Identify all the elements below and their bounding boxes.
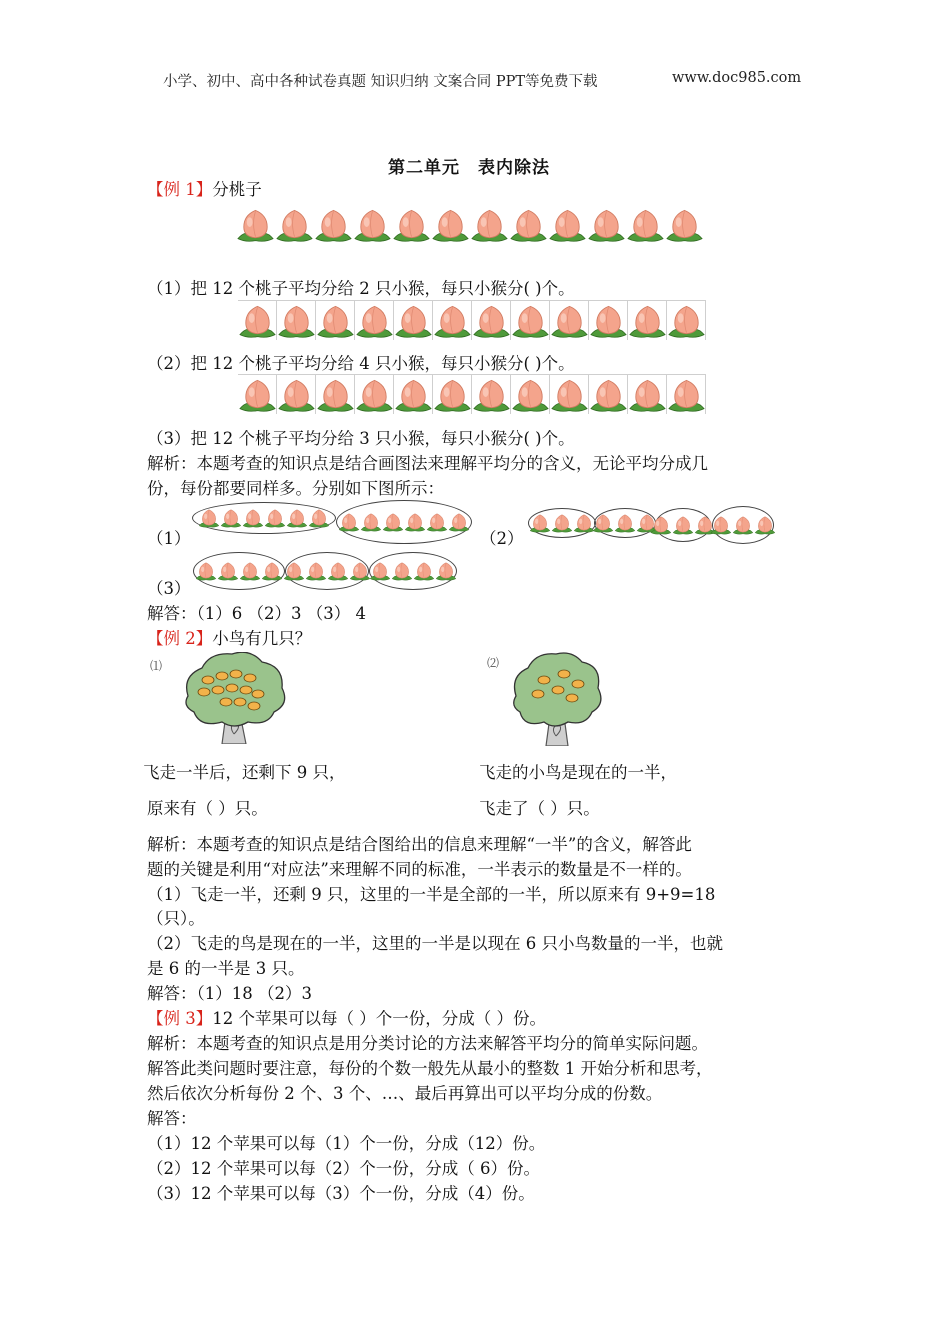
small-peach-icon bbox=[592, 512, 614, 534]
ex2-answer: 解答：（1）18 （2）3 bbox=[147, 984, 312, 1003]
ex1-tag: 【例 1】 bbox=[147, 180, 213, 199]
ex2-analysis-3: （1）飞走一半，还剩 9 只，这里的一半是全部的一半，所以原来有 9+9=18 bbox=[147, 885, 716, 904]
ex1-q3: （3）把 12 个桃子平均分给 3 只小猴，每只小猴分( )个。 bbox=[147, 429, 575, 448]
peach-icon bbox=[511, 300, 550, 340]
peach-icon bbox=[587, 205, 626, 245]
peach-icon bbox=[238, 300, 277, 340]
ex1-heading bbox=[147, 178, 262, 202]
ex3-tag: 【例 3】 bbox=[147, 1009, 213, 1028]
tree-with-birds-icon bbox=[178, 652, 288, 744]
small-peach-icon bbox=[195, 560, 217, 582]
small-peach-icon bbox=[551, 512, 573, 534]
peach-icon bbox=[626, 205, 665, 245]
small-peach-icon bbox=[672, 514, 694, 536]
group-ellipse bbox=[285, 552, 369, 590]
header-left: 小学、初中、高中各种试卷真题 知识归纳 文案合同 PPT等免费下载 bbox=[163, 74, 598, 90]
peach-icon bbox=[589, 300, 628, 340]
ex2-heading bbox=[147, 627, 311, 651]
peach-icon bbox=[667, 300, 706, 340]
small-peach-icon bbox=[650, 514, 672, 536]
peach-icon bbox=[470, 205, 509, 245]
small-peach-icon bbox=[448, 511, 470, 533]
peach-icon bbox=[314, 205, 353, 245]
small-peach-icon bbox=[305, 560, 327, 582]
small-peach-icon bbox=[754, 514, 776, 536]
ex2-analysis-1: 解析：本题考查的知识点是结合图给出的信息来理解“一半”的含义，解答此 bbox=[147, 835, 692, 854]
peach-icon bbox=[392, 205, 431, 245]
peach-icon bbox=[355, 374, 394, 414]
ex2-left-line2: 原来有（ ）只。 bbox=[147, 799, 268, 818]
peach-icon bbox=[509, 205, 548, 245]
ex3-result-3: （3）12 个苹果可以每（3）个一份，分成（4）份。 bbox=[147, 1184, 535, 1203]
ex3-heading bbox=[147, 1007, 546, 1031]
peach-icon bbox=[394, 300, 433, 340]
peach-icon bbox=[277, 300, 316, 340]
small-peach-icon bbox=[391, 560, 413, 582]
ex1-answer: 解答：（1）6 （2）3 （3） 4 bbox=[147, 604, 366, 623]
ex1-diagram-label-3: （3） bbox=[147, 579, 191, 598]
peach-icon bbox=[665, 205, 704, 245]
ex3-analysis-1: 解析：本题考查的知识点是用分类讨论的方法来解答平均分的简单实际问题。 bbox=[147, 1034, 708, 1053]
ex1-q2: （2）把 12 个桃子平均分给 4 只小猴，每只小猴分( )个。 bbox=[147, 354, 575, 373]
ex1-q1: （1）把 12 个桃子平均分给 2 只小猴，每只小猴分( )个。 bbox=[147, 279, 575, 298]
ex2-tag: 【例 2】 bbox=[147, 629, 213, 648]
peach-icon bbox=[550, 374, 589, 414]
ex3-answer-label: 解答： bbox=[147, 1109, 197, 1128]
small-peach-icon bbox=[710, 514, 732, 536]
group-ellipse bbox=[594, 508, 656, 538]
small-peach-icon bbox=[198, 507, 220, 529]
peach-icon bbox=[472, 300, 511, 340]
small-peach-icon bbox=[283, 560, 305, 582]
ex2-name: 小鸟有几只？ bbox=[212, 629, 312, 648]
ex1-diagram-label-1: （1） bbox=[147, 529, 191, 548]
ex3-analysis-2: 解答此类问题时要注意，每份的个数一般先从最小的整数 1 开始分析和思考， bbox=[147, 1059, 713, 1078]
ex2-analysis-4: （只）。 bbox=[147, 909, 205, 928]
peach-row-q1 bbox=[238, 300, 706, 340]
small-peach-icon bbox=[349, 560, 371, 582]
peach-row-q2 bbox=[238, 374, 706, 414]
peach-icon bbox=[394, 374, 433, 414]
ex1-analysis-2: 份，每份都要同样多。分别如下图所示： bbox=[147, 479, 444, 498]
small-peach-icon bbox=[242, 507, 264, 529]
small-peach-icon bbox=[413, 560, 435, 582]
group-ellipse bbox=[193, 552, 285, 590]
ex2-analysis-2: 题的关键是利用“对应法”来理解不同的标准，一半表示的数量是不一样的。 bbox=[147, 860, 692, 879]
group-ellipse bbox=[655, 508, 711, 542]
ex2-analysis-6: 是 6 的一半是 3 只。 bbox=[147, 959, 305, 978]
ex2-img1-label: ⑴ bbox=[150, 659, 163, 673]
ex3-analysis-3: 然后依次分析每份 2 个、3 个、…、最后再算出可以平均分成的份数。 bbox=[147, 1084, 663, 1103]
small-peach-icon bbox=[217, 560, 239, 582]
peach-icon bbox=[589, 374, 628, 414]
peach-icon bbox=[355, 300, 394, 340]
ex2-img2-label: ⑵ bbox=[487, 656, 500, 670]
small-peach-icon bbox=[239, 560, 261, 582]
small-peach-icon bbox=[327, 560, 349, 582]
peach-row-full bbox=[236, 205, 704, 245]
ex2-analysis-5: （2）飞走的鸟是现在的一半，这里的一半是以现在 6 只小鸟数量的一半，也就 bbox=[147, 934, 723, 953]
ex2-left-line1: 飞走一半后，还剩下 9 只， bbox=[143, 763, 346, 782]
peach-icon bbox=[236, 205, 275, 245]
ex1-name: 分桃子 bbox=[212, 180, 262, 199]
peach-icon bbox=[316, 300, 355, 340]
ex3-result-2: （2）12 个苹果可以每（2）个一份，分成（ 6）份。 bbox=[147, 1159, 540, 1178]
small-peach-icon bbox=[404, 511, 426, 533]
ex2-right-line1: 飞走的小鸟是现在的一半， bbox=[479, 763, 677, 782]
group-ellipse bbox=[712, 506, 774, 544]
peach-icon bbox=[433, 374, 472, 414]
peach-icon bbox=[628, 300, 667, 340]
small-peach-icon bbox=[382, 511, 404, 533]
peach-icon bbox=[628, 374, 667, 414]
peach-icon bbox=[550, 300, 589, 340]
small-peach-icon bbox=[338, 511, 360, 533]
small-peach-icon bbox=[614, 512, 636, 534]
small-peach-icon bbox=[369, 560, 391, 582]
ex1-diagram-label-2: （2） bbox=[480, 529, 524, 548]
small-peach-icon bbox=[426, 511, 448, 533]
small-peach-icon bbox=[308, 507, 330, 529]
ex3-question: 12 个苹果可以每（ ）个一份，分成（ ）份。 bbox=[212, 1009, 546, 1028]
small-peach-icon bbox=[261, 560, 283, 582]
small-peach-icon bbox=[220, 507, 242, 529]
peach-icon bbox=[548, 205, 587, 245]
small-peach-icon bbox=[529, 512, 551, 534]
group-ellipse bbox=[528, 508, 596, 538]
peach-icon bbox=[431, 205, 470, 245]
peach-icon bbox=[353, 205, 392, 245]
peach-icon bbox=[277, 374, 316, 414]
peach-icon bbox=[511, 374, 550, 414]
group-ellipse bbox=[369, 552, 457, 590]
ex2-right-line2: 飞走了（ ）只。 bbox=[479, 799, 600, 818]
small-peach-icon bbox=[732, 514, 754, 536]
peach-icon bbox=[316, 374, 355, 414]
header-right: www.doc985.com bbox=[672, 70, 802, 86]
ex3-result-1: （1）12 个苹果可以每（1）个一份，分成（12）份。 bbox=[147, 1134, 546, 1153]
peach-icon bbox=[667, 374, 706, 414]
small-peach-icon bbox=[360, 511, 382, 533]
group-ellipse bbox=[192, 502, 336, 534]
peach-icon bbox=[238, 374, 277, 414]
small-peach-icon bbox=[264, 507, 286, 529]
small-peach-icon bbox=[435, 560, 457, 582]
group-ellipse bbox=[336, 500, 472, 544]
tree-with-birds-icon bbox=[508, 650, 604, 746]
peach-icon bbox=[472, 374, 511, 414]
peach-icon bbox=[433, 300, 472, 340]
ex1-analysis-1: 解析：本题考查的知识点是结合画图法来理解平均分的含义，无论平均分成几 bbox=[147, 454, 708, 473]
peach-icon bbox=[275, 205, 314, 245]
page-title: 第二单元 表内除法 bbox=[388, 158, 550, 178]
small-peach-icon bbox=[286, 507, 308, 529]
